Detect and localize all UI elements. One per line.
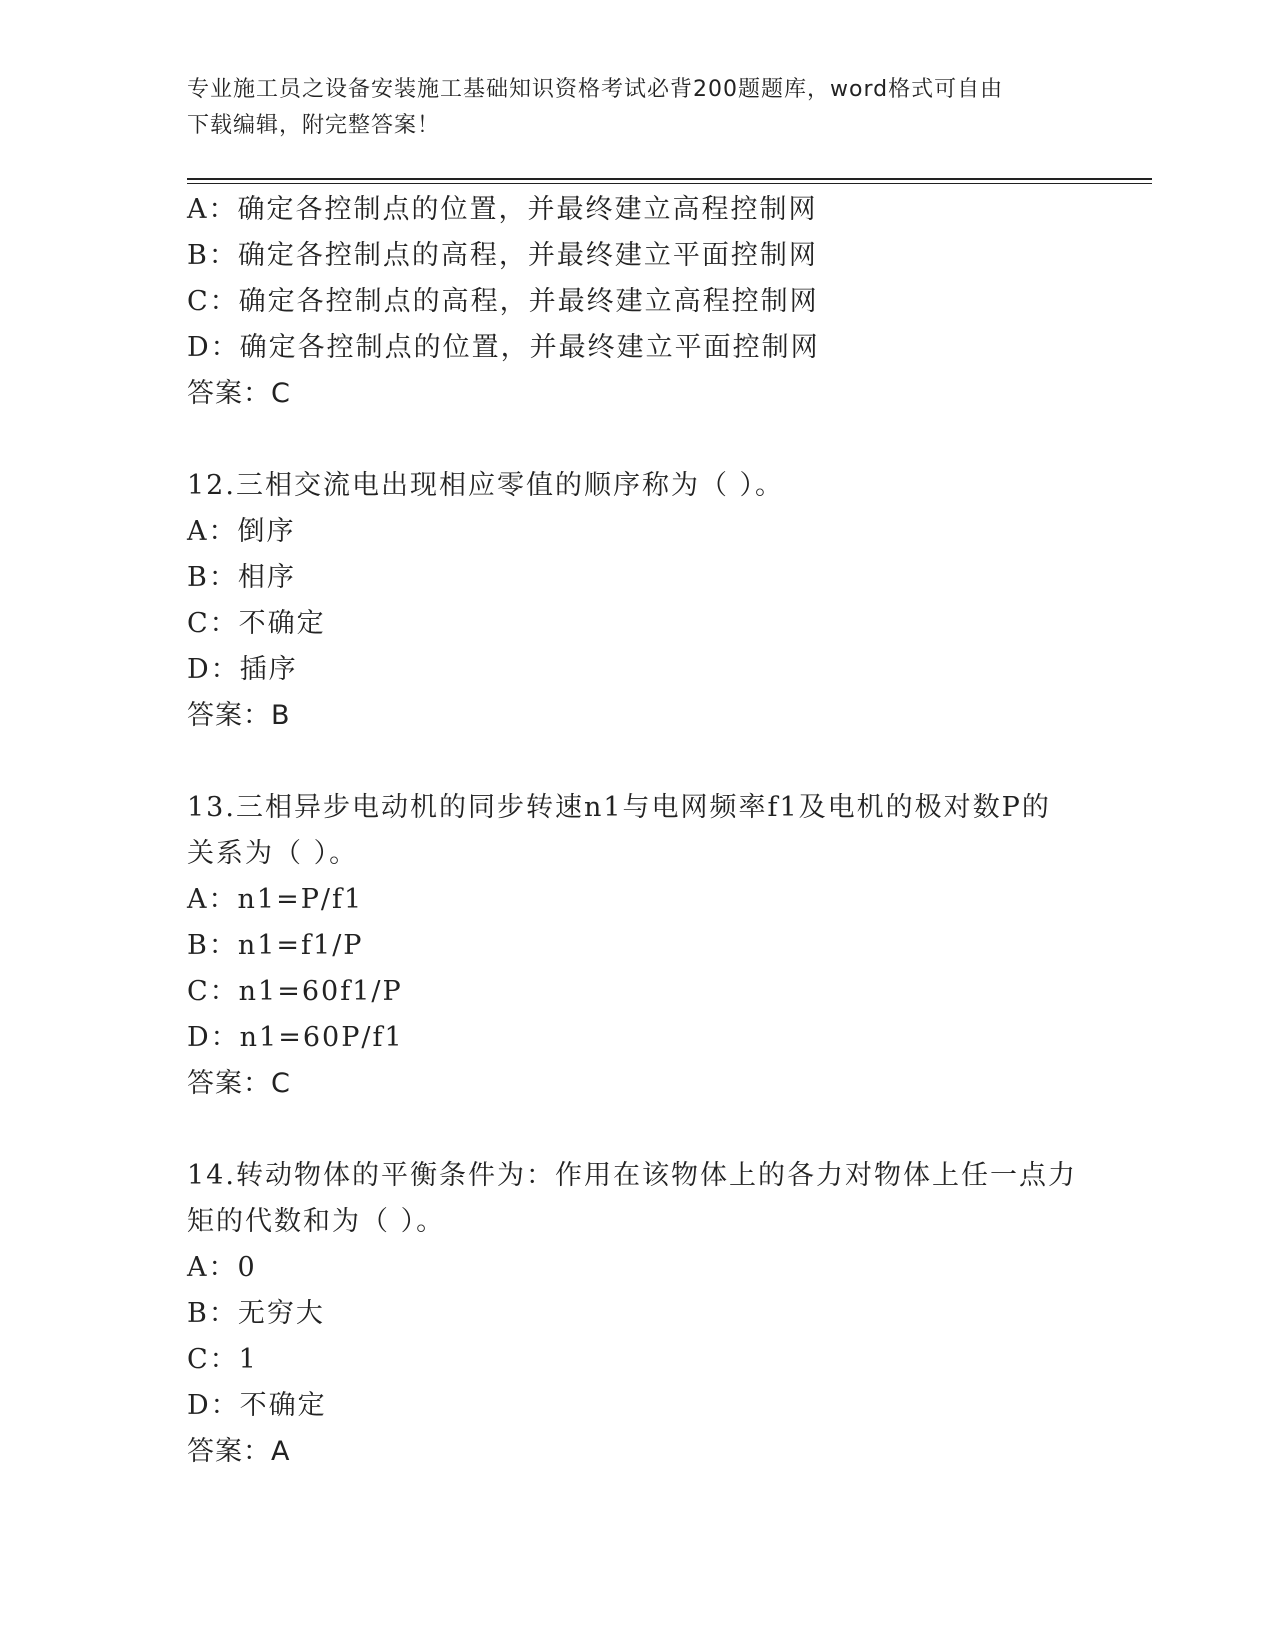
- question-text-line-1: 13.三相异步电动机的同步转速n1与电网频率f1及电机的极对数P的: [187, 792, 1051, 823]
- answer-text: 答案：B: [187, 700, 291, 731]
- option-b: B：确定各控制点的高程，并最终建立平面控制网: [187, 240, 818, 271]
- header-divider-thin: [187, 183, 1152, 184]
- question-12: [187, 463, 1087, 739]
- question-11: [187, 187, 1087, 417]
- option-d: D：确定各控制点的位置，并最终建立平面控制网: [187, 332, 820, 363]
- answer-text: 答案：C: [187, 1068, 291, 1099]
- question-text-line-1: 14.转动物体的平衡条件为：作用在该物体上的各力对物体上任一点力: [187, 1160, 1077, 1191]
- document-header: [187, 72, 1067, 144]
- option-c: C：1: [187, 1344, 258, 1375]
- answer-text: 答案：C: [187, 378, 291, 409]
- header-line-2: 下载编辑，附完整答案！: [187, 113, 441, 138]
- option-b: B：无穷大: [187, 1298, 325, 1329]
- option-a: A：确定各控制点的位置，并最终建立高程控制网: [187, 194, 818, 225]
- option-d: D：n1=60P/f1: [187, 1022, 404, 1053]
- question-text: 12.三相交流电出现相应零值的顺序称为（ ）。: [187, 470, 785, 501]
- option-d: D：插序: [187, 654, 298, 685]
- option-b: B：相序: [187, 562, 296, 593]
- question-text-line-2: 关系为（ ）。: [187, 838, 359, 869]
- header-divider-thick: [187, 178, 1152, 180]
- option-b: B：n1=f1/P: [187, 930, 364, 961]
- option-a: A：0: [187, 1252, 257, 1283]
- option-a: A：n1=P/f1: [187, 884, 364, 915]
- question-14: [187, 1153, 1087, 1475]
- option-d: D：不确定: [187, 1390, 327, 1421]
- question-list: [187, 187, 1087, 1475]
- answer-text: 答案：A: [187, 1436, 291, 1467]
- question-13: [187, 785, 1087, 1107]
- option-c: C：确定各控制点的高程，并最终建立高程控制网: [187, 286, 819, 317]
- option-a: A：倒序: [187, 516, 296, 547]
- header-line-1: 专业施工员之设备安装施工基础知识资格考试必背200题题库，word格式可自由: [187, 77, 1004, 102]
- option-c: C：不确定: [187, 608, 326, 639]
- option-c: C：n1=60f1/P: [187, 976, 403, 1007]
- question-text-line-2: 矩的代数和为（ ）。: [187, 1206, 446, 1237]
